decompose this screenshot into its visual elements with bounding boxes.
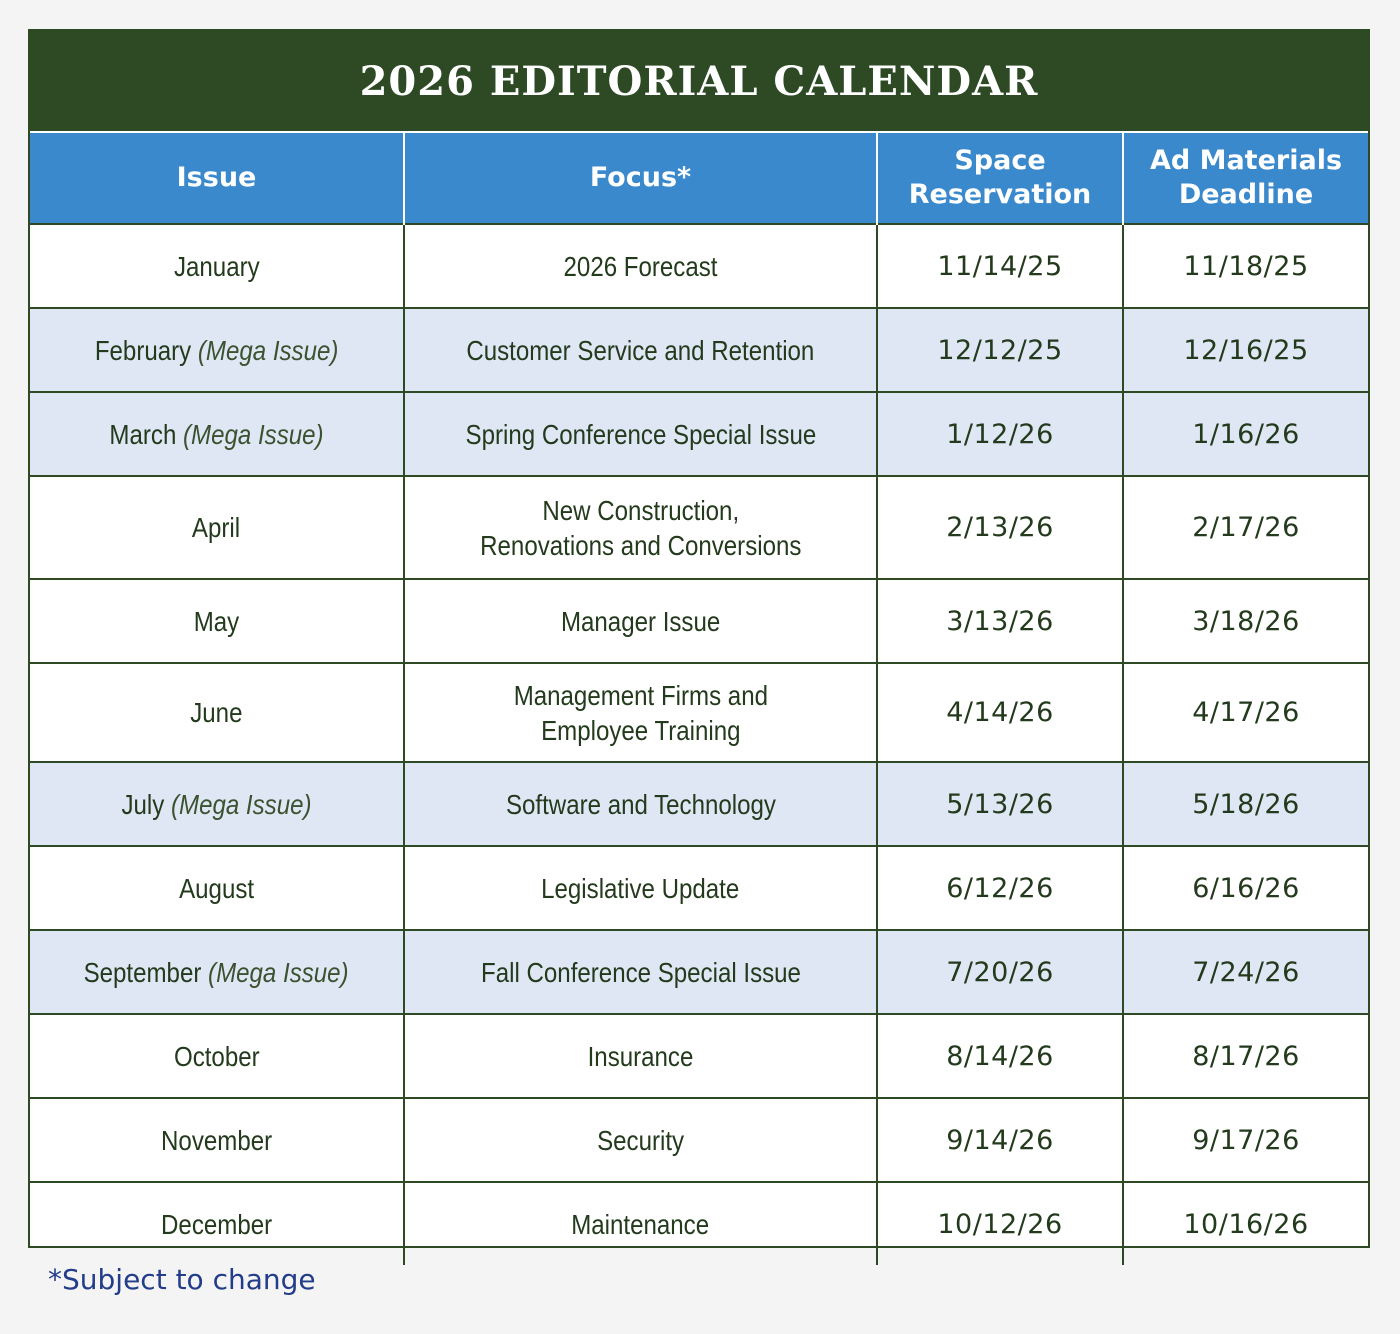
header-space-line2: Reservation [908, 179, 1092, 210]
focus-cell [404, 930, 877, 1014]
issue-cell [30, 762, 404, 846]
space-reservation-date: 7/20/26 [877, 930, 1123, 1014]
ad-materials-deadline-date: 5/18/26 [1123, 762, 1368, 846]
ad-materials-deadline-date: 9/17/26 [1123, 1098, 1368, 1182]
ad-materials-deadline-date: 7/24/26 [1123, 930, 1368, 1014]
space-reservation-date: 10/12/26 [877, 1182, 1123, 1265]
space-reservation-date: 11/14/25 [877, 224, 1123, 308]
table-row [30, 1014, 1368, 1098]
table-row [30, 224, 1368, 308]
focus-cell [404, 224, 877, 308]
table-row [30, 930, 1368, 1014]
issue-month: January [173, 250, 260, 282]
issue-month: June [190, 697, 243, 728]
space-reservation-date: 1/12/26 [877, 392, 1123, 476]
focus-cell [404, 392, 877, 476]
focus-line: 2026 Forecast [563, 250, 718, 282]
issue-month: July [121, 788, 165, 820]
focus-line: Legislative Update [541, 872, 740, 904]
ad-materials-deadline-date: 11/18/25 [1123, 224, 1368, 308]
issue-cell [30, 846, 404, 930]
issue-cell [30, 1098, 404, 1182]
space-reservation-date: 4/14/26 [877, 663, 1123, 762]
issue-month: April [192, 512, 241, 543]
ad-materials-deadline-date: 3/18/26 [1123, 579, 1368, 663]
header-issue: Issue [30, 132, 404, 224]
issue-cell [30, 663, 404, 762]
ad-materials-deadline-date: 6/16/26 [1123, 846, 1368, 930]
ad-materials-deadline-date: 4/17/26 [1123, 663, 1368, 762]
ad-materials-deadline-date: 8/17/26 [1123, 1014, 1368, 1098]
focus-line: Renovations and Conversions [479, 529, 802, 561]
focus-line: Insurance [587, 1040, 694, 1072]
focus-line: Fall Conference Special Issue [480, 956, 801, 988]
issue-month: August [179, 872, 254, 904]
table-row [30, 579, 1368, 663]
space-reservation-date: 12/12/25 [877, 308, 1123, 392]
space-reservation-date: 6/12/26 [877, 846, 1123, 930]
mega-issue-note: (Mega Issue) [183, 418, 324, 450]
space-reservation-date: 5/13/26 [877, 762, 1123, 846]
issue-cell [30, 392, 404, 476]
ad-materials-deadline-date: 1/16/26 [1123, 392, 1368, 476]
issue-month: February [94, 334, 192, 366]
calendar-table [30, 131, 1368, 1265]
table-row [30, 392, 1368, 476]
issue-month: September [83, 956, 202, 988]
table-row [30, 1098, 1368, 1182]
focus-cell [404, 663, 877, 762]
focus-cell [404, 1098, 877, 1182]
issue-cell [30, 1014, 404, 1098]
focus-cell [404, 308, 877, 392]
focus-line: Customer Service and Retention [466, 334, 815, 366]
focus-line: Employee Training [540, 714, 741, 746]
space-reservation-date: 9/14/26 [877, 1098, 1123, 1182]
issue-cell [30, 308, 404, 392]
focus-cell [404, 579, 877, 663]
table-row [30, 308, 1368, 392]
focus-cell [404, 846, 877, 930]
table-row [30, 762, 1368, 846]
calendar-title: 2026 EDITORIAL CALENDAR [30, 31, 1368, 131]
header-row [30, 132, 1368, 224]
issue-cell [30, 930, 404, 1014]
focus-cell [404, 762, 877, 846]
table-row [30, 846, 1368, 930]
header-ad-line2: Deadline [1178, 179, 1314, 210]
focus-line: Security [597, 1124, 684, 1156]
focus-line: New Construction, [542, 494, 739, 526]
issue-month: May [193, 605, 240, 637]
focus-cell [404, 1182, 877, 1265]
focus-line: Manager Issue [560, 605, 721, 637]
space-reservation-date: 2/13/26 [877, 476, 1123, 579]
focus-line: Spring Conference Special Issue [465, 418, 816, 450]
header-space-line1: Space [954, 145, 1046, 176]
focus-line: Maintenance [571, 1208, 710, 1240]
ad-materials-deadline-date: 2/17/26 [1123, 476, 1368, 579]
footnote: *Subject to change [48, 1263, 316, 1296]
editorial-calendar [28, 29, 1370, 1248]
focus-line: Management Firms and [513, 679, 768, 711]
issue-month: December [160, 1208, 273, 1240]
issue-cell [30, 224, 404, 308]
issue-month: October [173, 1040, 260, 1072]
issue-month: November [160, 1124, 273, 1156]
mega-issue-note: (Mega Issue) [208, 956, 350, 988]
focus-cell [404, 1014, 877, 1098]
space-reservation-date: 8/14/26 [877, 1014, 1123, 1098]
issue-month: March [109, 418, 177, 450]
space-reservation-date: 3/13/26 [877, 579, 1123, 663]
table-row [30, 663, 1368, 762]
header-ad-line1: Ad Materials [1149, 145, 1343, 176]
header-focus: Focus* [404, 132, 877, 224]
focus-cell [404, 476, 877, 579]
table-row [30, 1182, 1368, 1265]
issue-cell [30, 579, 404, 663]
mega-issue-note: (Mega Issue) [170, 788, 312, 820]
mega-issue-note: (Mega Issue) [197, 334, 339, 366]
issue-cell [30, 1182, 404, 1265]
issue-cell [30, 476, 404, 579]
table-row [30, 476, 1368, 579]
ad-materials-deadline-date: 12/16/25 [1123, 308, 1368, 392]
ad-materials-deadline-date: 10/16/26 [1123, 1182, 1368, 1265]
header-space-reservation [877, 132, 1123, 224]
focus-line: Software and Technology [505, 788, 776, 820]
header-ad-materials-deadline [1123, 132, 1368, 224]
